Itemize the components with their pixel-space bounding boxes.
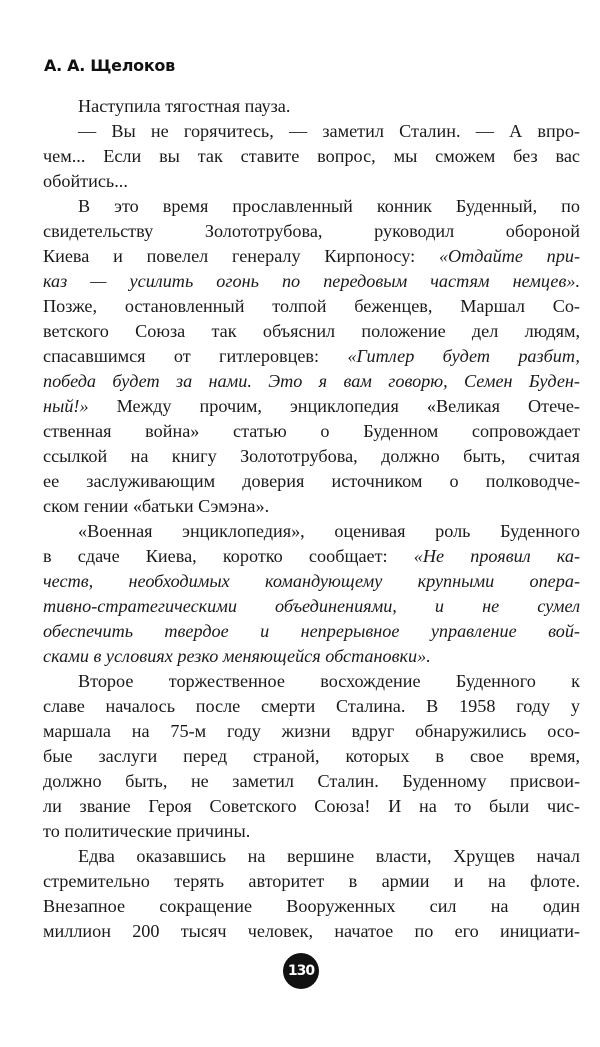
text-segment: Едва оказавшись на вершине власти, Хрущев начал bbox=[78, 846, 580, 866]
running-head: А. А. Щелоков bbox=[44, 56, 175, 75]
text-segment: ственная война» статью о Буденном сопровождает bbox=[43, 421, 580, 441]
text-segment: бые заслуги перед страной, которых в свое время, bbox=[43, 746, 580, 766]
text-line bbox=[43, 319, 580, 344]
text-line bbox=[43, 544, 580, 569]
italic-quote-segment: обеспечить твердое и непрерывное управление вой- bbox=[43, 621, 580, 641]
text-line bbox=[43, 119, 580, 144]
text-line bbox=[43, 919, 580, 944]
text-line bbox=[43, 694, 580, 719]
text-segment: чем... Если вы так ставите вопрос, мы сможем без вас bbox=[43, 146, 580, 166]
text-line bbox=[43, 144, 580, 169]
text-line bbox=[43, 494, 580, 519]
text-line bbox=[43, 569, 580, 594]
body-text bbox=[43, 94, 580, 944]
text-line bbox=[43, 519, 580, 544]
italic-quote-segment: каз — усилить огонь по передовым частям немцев». bbox=[43, 271, 580, 291]
text-segment: обойтись... bbox=[43, 171, 128, 191]
text-line bbox=[43, 894, 580, 919]
text-line bbox=[43, 594, 580, 619]
text-segment: Внезапное сокращение Вооруженных сил на один bbox=[43, 896, 580, 916]
text-segment: миллион 200 тысяч человек, начатое по его инициати- bbox=[43, 921, 580, 941]
text-line bbox=[43, 194, 580, 219]
italic-quote-segment: тивно-стратегическими объединениями, и не сумел bbox=[43, 596, 580, 616]
text-segment: В это время прославленный конник Буденный, по bbox=[78, 196, 580, 216]
text-segment: маршала на 75-м году жизни вдруг обнаружились осо- bbox=[43, 721, 580, 741]
text-line bbox=[43, 844, 580, 869]
italic-quote-segment: «Не проявил ка- bbox=[413, 546, 581, 566]
text-segment: должно быть, не заметил Сталин. Буденному присвои- bbox=[43, 771, 580, 791]
text-line bbox=[43, 244, 580, 269]
text-line bbox=[43, 619, 580, 644]
text-line bbox=[43, 294, 580, 319]
text-line bbox=[43, 269, 580, 294]
text-line bbox=[43, 744, 580, 769]
text-segment: стремительно терять авторитет в армии и на флоте. bbox=[43, 871, 580, 891]
text-segment: Второе торжественное восхождение Буденного к bbox=[78, 671, 580, 691]
text-line bbox=[43, 94, 580, 119]
page-number: 130 bbox=[283, 953, 319, 989]
text-line bbox=[43, 219, 580, 244]
text-line bbox=[43, 794, 580, 819]
text-segment: свидетельству Золототрубова, руководил обороной bbox=[43, 221, 580, 241]
text-segment: ветского Союза так объяснил положение дел людям, bbox=[43, 321, 580, 341]
italic-quote-segment: честв, необходимых командующему крупными опера- bbox=[43, 571, 580, 591]
text-line bbox=[43, 819, 580, 844]
text-line bbox=[43, 769, 580, 794]
text-segment: «Военная энциклопедия», оценивая роль Буденного bbox=[78, 521, 580, 541]
text-segment: ссылкой на книгу Золототрубова, должно быть, считая bbox=[43, 446, 580, 466]
text-segment: Киева и повелел генералу Кирпоносу: bbox=[43, 246, 439, 266]
text-line bbox=[43, 469, 580, 494]
italic-quote-segment: «Отдайте при- bbox=[438, 246, 581, 266]
text-segment: спасавшимся от гитлеровцев: bbox=[43, 346, 348, 366]
text-line bbox=[43, 869, 580, 894]
text-line bbox=[43, 444, 580, 469]
text-segment: Наступила тягостная пауза. bbox=[78, 96, 291, 116]
text-line bbox=[43, 644, 580, 669]
text-line bbox=[43, 169, 580, 194]
italic-quote-segment: «Гитлер будет разбит, bbox=[347, 346, 580, 366]
text-segment: Позже, остановленный толпой беженцев, Маршал Со- bbox=[43, 296, 580, 316]
text-line bbox=[43, 394, 580, 419]
text-segment: ском гении «батьки Сэмэна». bbox=[43, 496, 270, 516]
text-segment: то политические причины. bbox=[43, 821, 251, 841]
text-segment: Между прочим, энциклопедия «Великая Отече- bbox=[116, 396, 580, 416]
italic-quote-segment: сками в условиях резко меняющейся обстановки». bbox=[43, 646, 431, 666]
text-line bbox=[43, 344, 580, 369]
text-segment: ли звание Героя Советского Союза! И на то были чис- bbox=[43, 796, 580, 816]
italic-quote-segment: ный!» bbox=[43, 396, 117, 416]
text-segment: — Вы не горячитесь, — заметил Сталин. — А впро- bbox=[78, 121, 580, 141]
text-segment: ее заслуживающим доверия источником о полководче- bbox=[43, 471, 580, 491]
text-line bbox=[43, 719, 580, 744]
italic-quote-segment: победа будет за нами. Это я вам говорю, Семен Буден- bbox=[43, 371, 580, 391]
text-line bbox=[43, 369, 580, 394]
text-line bbox=[43, 669, 580, 694]
text-segment: славе началось после смерти Сталина. В 1958 году у bbox=[43, 696, 580, 716]
text-line bbox=[43, 419, 580, 444]
text-segment: в сдаче Киева, коротко сообщает: bbox=[43, 546, 414, 566]
